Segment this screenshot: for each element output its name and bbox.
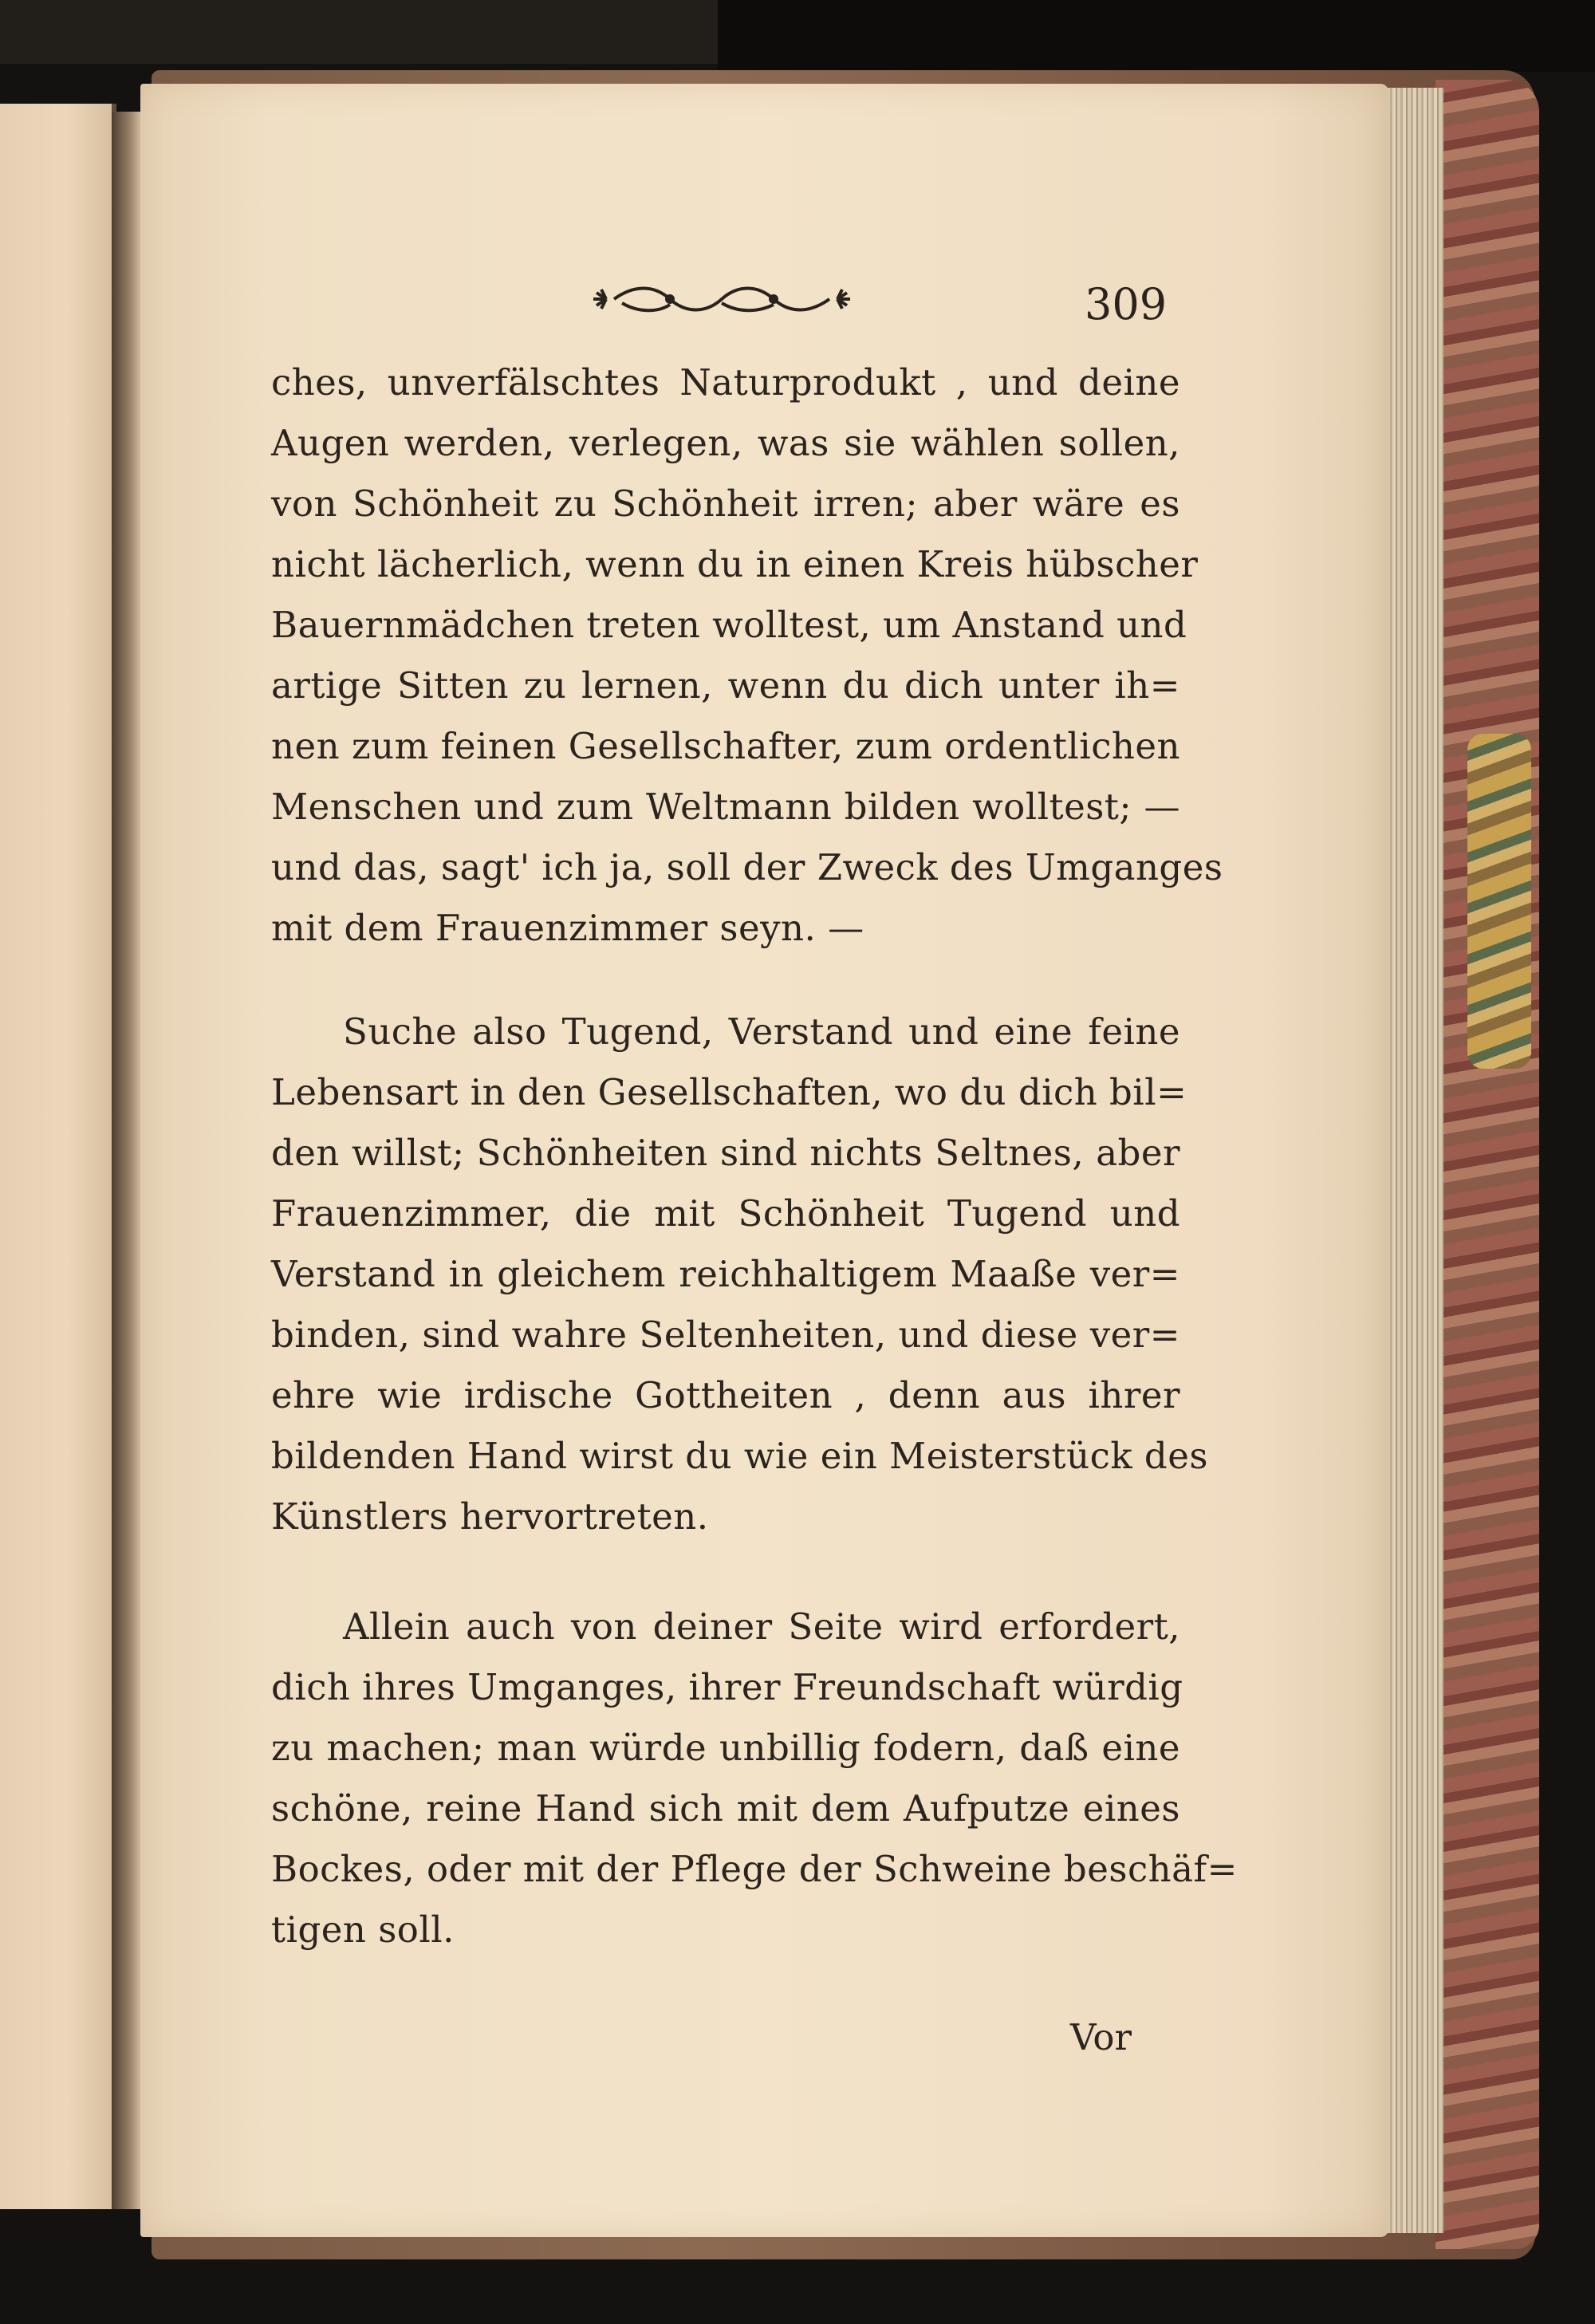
text-line: schöne, reine Hand sich mit dem Aufputze eines	[271, 1787, 1180, 1830]
text-line: ehre wie irdische Gottheiten , denn aus ihrer	[271, 1374, 1180, 1416]
page-number: 309	[1085, 279, 1168, 329]
paragraph-2	[271, 1002, 1208, 1547]
text-line: binden, sind wahre Seltenheiten, und diese ver=	[271, 1314, 1180, 1356]
text-line: zu machen; man würde unbillig fodern, daß eine	[271, 1727, 1180, 1769]
text-line: mit dem Frauenzimmer seyn. —	[271, 907, 864, 949]
text-line: Suche also Tugend, Verstand und eine feine	[343, 1010, 1180, 1053]
text-line: nicht lächerlich, wenn du in einen Kreis hübscher	[271, 543, 1199, 585]
text-line: Frauenzimmer, die mit Schönheit Tugend und	[271, 1192, 1180, 1235]
text-line: artige Sitten zu lernen, wenn du dich unter ih=	[271, 664, 1180, 707]
marbled-edge	[1436, 80, 1539, 2249]
text-line: tigen soll.	[271, 1908, 455, 1951]
text-line: Lebensart in den Gesellschaften, wo du dich bil=	[271, 1071, 1187, 1113]
text-line: Menschen und zum Weltmann bilden wolltest; —	[271, 786, 1180, 828]
paragraph-3	[271, 1597, 1238, 1960]
scanner-shadow	[718, 0, 1595, 72]
header-ornament-icon	[590, 281, 853, 317]
catchword: Vor	[1070, 2016, 1132, 2058]
text-line: Augen werden, verlegen, was sie wählen sollen,	[271, 422, 1180, 464]
left-page-edge	[0, 104, 116, 2209]
text-line: Bockes, oder mit der Pflege der Schweine beschäf=	[271, 1848, 1238, 1890]
paragraph-1	[271, 353, 1223, 959]
text-line: Allein auch von deiner Seite wird erfordert,	[343, 1605, 1180, 1648]
text-line: bildenden Hand wirst du wie ein Meisterstück des	[271, 1435, 1208, 1477]
marbled-pattern	[1467, 734, 1531, 1069]
text-line: und das, sagt' ich ja, soll der Zweck des Umganges	[271, 846, 1223, 888]
text-line: den willst; Schönheiten sind nichts Seltnes, aber	[271, 1132, 1180, 1174]
book-gutter	[112, 112, 144, 2209]
text-line: nen zum feinen Gesellschafter, zum ordentlichen	[271, 725, 1180, 767]
text-line: Bauernmädchen treten wolltest, um Anstand und	[271, 604, 1187, 646]
text-line: dich ihres Umganges, ihrer Freundschaft würdig	[271, 1666, 1183, 1708]
text-line: Verstand in gleichem reichhaltigem Maaße ver=	[271, 1253, 1180, 1295]
text-line: ches, unverfälschtes Naturprodukt , und deine	[271, 361, 1180, 404]
text-line: Künstlers hervortreten.	[271, 1495, 709, 1538]
text-line: von Schönheit zu Schönheit irren; aber wäre es	[271, 483, 1180, 525]
